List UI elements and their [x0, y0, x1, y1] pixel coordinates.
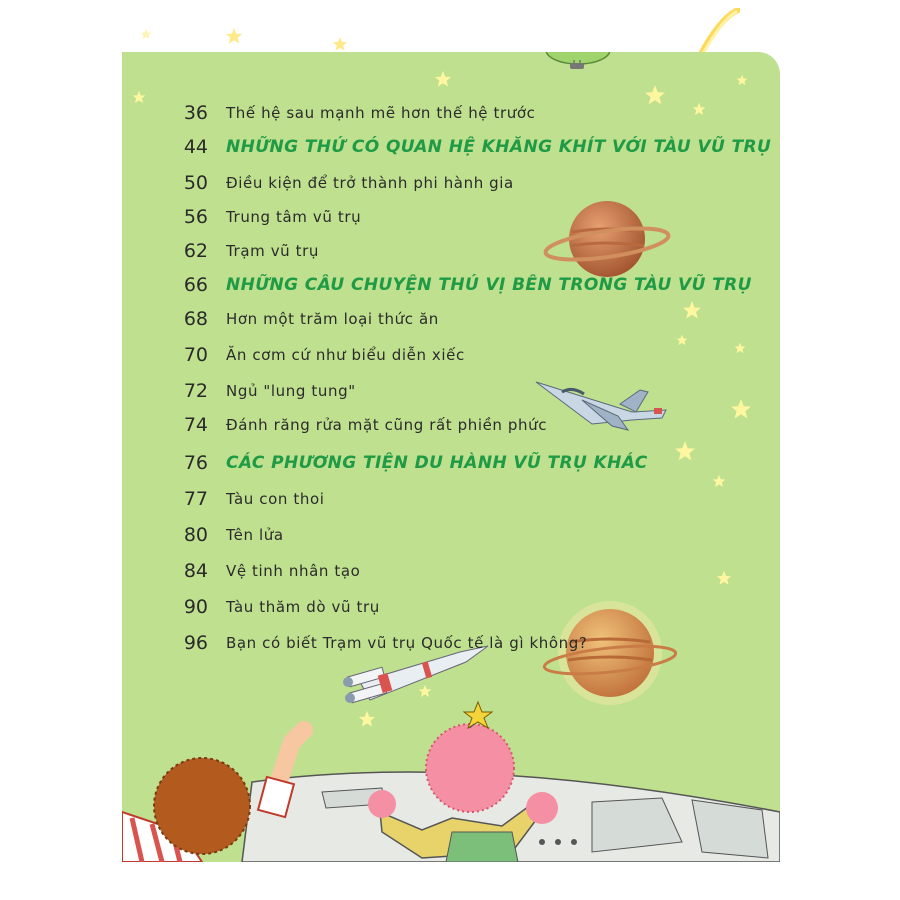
toc-entry	[122, 408, 547, 442]
toc-entry	[122, 554, 360, 588]
toc-title: Ngủ "lung tung"	[226, 382, 356, 400]
toc-title: Tàu con thoi	[226, 490, 325, 508]
toc-title: Tàu thăm dò vũ trụ	[226, 598, 380, 616]
toc-entry	[122, 518, 284, 552]
toc-entry	[122, 590, 380, 624]
toc-title: CÁC PHƯƠNG TIỆN DU HÀNH VŨ TRỤ KHÁC	[226, 453, 648, 473]
toc-section-heading	[122, 130, 771, 164]
toc-page-number: 44	[183, 136, 208, 158]
airship-icon	[540, 52, 620, 80]
toc-page-number: 96	[183, 632, 208, 654]
toc-title: Vệ tinh nhân tạo	[226, 562, 361, 580]
star-icon	[332, 36, 348, 52]
toc-page-number: 77	[183, 488, 208, 510]
toc-title: Bạn có biết Trạm vũ trụ Quốc tế là gì không?	[226, 634, 588, 652]
star-icon	[674, 440, 696, 462]
toc-page-number: 84	[183, 560, 208, 582]
star-icon	[225, 27, 243, 45]
toc-page	[122, 52, 780, 862]
toc-title: Đánh răng rửa mặt cũng rất phiền phức	[226, 416, 548, 434]
star-icon	[734, 342, 746, 354]
toc-entry	[122, 374, 356, 408]
star-icon	[682, 300, 702, 320]
toc-title: Hơn một trăm loại thức ăn	[226, 310, 439, 328]
toc-entry	[122, 96, 535, 130]
toc-page-number: 72	[183, 380, 208, 402]
toc-page-number: 36	[183, 102, 208, 124]
toc-page-number: 80	[183, 524, 208, 546]
toc-entry	[122, 302, 439, 336]
toc-title: NHỮNG CÂU CHUYỆN THÚ VỊ BÊN TRONG TÀU VŨ TRỤ	[226, 275, 752, 295]
toc-page-number: 90	[183, 596, 208, 618]
toc-entry	[122, 234, 319, 268]
toc-entry	[122, 338, 465, 372]
star-icon	[712, 474, 726, 488]
toc-entry	[122, 166, 514, 200]
toc-entry	[122, 482, 325, 516]
toc-title: Điều kiện để trở thành phi hành gia	[226, 174, 514, 192]
toc-title: Tên lửa	[226, 526, 284, 544]
star-icon	[692, 102, 706, 116]
toc-title: Ăn cơm cứ như biểu diễn xiếc	[226, 346, 465, 364]
toc-page-number: 62	[183, 240, 208, 262]
toc-title: NHỮNG THỨ CÓ QUAN HỆ KHĂNG KHÍT VỚI TÀU VŨ TRỤ	[226, 137, 772, 157]
toc-section-heading	[122, 446, 648, 480]
toc-page-number: 50	[183, 172, 208, 194]
toc-entry	[122, 200, 361, 234]
star-icon	[716, 570, 732, 586]
star-icon	[736, 74, 748, 86]
toc-title: Trạm vũ trụ	[226, 242, 320, 260]
star-icon	[730, 398, 752, 420]
toc-entry	[122, 626, 587, 660]
toc-page-number: 76	[183, 452, 208, 474]
toc-page-number: 56	[183, 206, 208, 228]
toc-page-number: 66	[183, 274, 208, 296]
star-icon	[676, 334, 688, 346]
toc-page-number: 74	[183, 414, 208, 436]
toc-page-number: 68	[183, 308, 208, 330]
toc-section-heading	[122, 268, 752, 302]
children-at-window-icon	[122, 692, 780, 862]
fighter-jet-icon	[532, 370, 672, 440]
toc-page-number: 70	[183, 344, 208, 366]
toc-title: Thế hệ sau mạnh mẽ hơn thế hệ trước	[226, 104, 536, 122]
star-icon	[434, 70, 452, 88]
star-icon	[140, 28, 152, 40]
toc-title: Trung tâm vũ trụ	[226, 208, 362, 226]
star-icon	[644, 84, 666, 106]
